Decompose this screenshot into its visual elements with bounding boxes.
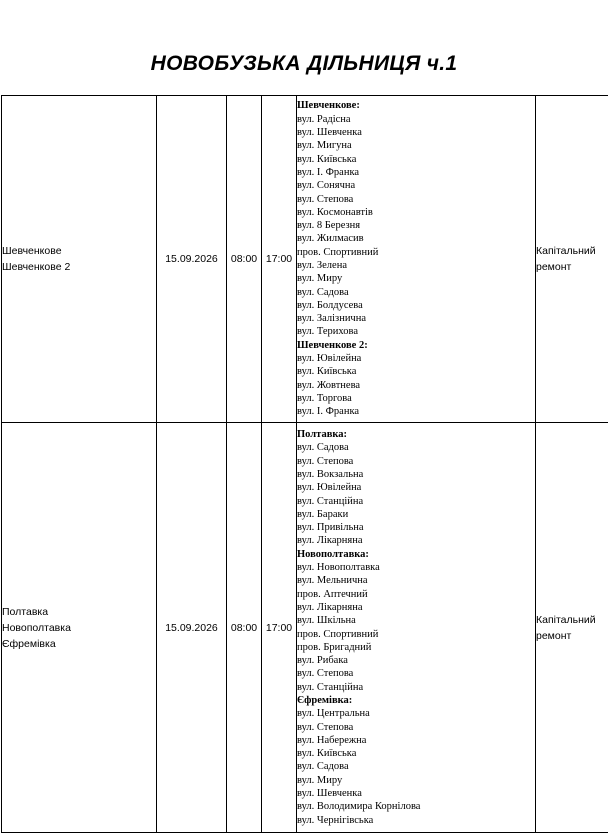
end-time-cell: 17:00 — [262, 423, 297, 833]
street-item: вул. Київська — [297, 747, 535, 760]
date-cell: 15.09.2026 — [157, 96, 227, 423]
street-item: вул. Станційна — [297, 495, 535, 508]
locality-name: Полтавка — [2, 604, 156, 620]
work-type-text: ремонт — [536, 628, 608, 644]
street-item: вул. Вокзальна — [297, 468, 535, 481]
end-time-cell: 17:00 — [262, 96, 297, 423]
street-item: вул. Мигуна — [297, 139, 535, 152]
work-type-text: ремонт — [536, 259, 608, 275]
street-item: вул. Шевченка — [297, 787, 535, 800]
locality-name: Шевченкове — [2, 243, 156, 259]
table-row — [2, 423, 608, 833]
street-item: вул. Космонавтів — [297, 206, 535, 219]
street-item: вул. І. Франка — [297, 405, 535, 418]
street-item: вул. Київська — [297, 365, 535, 378]
locality-name: Новополтавка — [2, 620, 156, 636]
work-type-text: Капітальний — [536, 612, 608, 628]
street-item: вул. Степова — [297, 721, 535, 734]
street-item: вул. Жилмасив — [297, 232, 535, 245]
street-item: вул. Мельнична — [297, 574, 535, 587]
street-item: вул. Зелена — [297, 259, 535, 272]
streets-cell — [297, 423, 536, 833]
street-item: вул. Київська — [297, 153, 535, 166]
street-item: вул. Центральна — [297, 707, 535, 720]
street-item: пров. Бригадний — [297, 641, 535, 654]
street-item: вул. Миру — [297, 774, 535, 787]
street-item: вул. Болдусева — [297, 299, 535, 312]
streets-cell — [297, 96, 536, 423]
street-item: вул. Садова — [297, 286, 535, 299]
street-item: вул. Садова — [297, 441, 535, 454]
outage-schedule-table — [1, 95, 608, 833]
page-title: НОВОБУЗЬКА ДІЛЬНИЦЯ ч.1 — [0, 52, 608, 76]
settlement-heading: Шевченкове 2: — [297, 339, 535, 352]
street-item: пров. Спортивний — [297, 628, 535, 641]
street-item: вул. Лікарняна — [297, 601, 535, 614]
street-item: вул. Станційна — [297, 681, 535, 694]
street-item: вул. Ювілейна — [297, 352, 535, 365]
street-item: вул. Шкільна — [297, 614, 535, 627]
street-item: вул. Миру — [297, 272, 535, 285]
locality-cell — [2, 423, 157, 833]
street-item: вул. І. Франка — [297, 166, 535, 179]
street-item: вул. Шевченка — [297, 126, 535, 139]
settlement-heading: Єфремівка: — [297, 694, 535, 707]
street-item: вул. Бараки — [297, 508, 535, 521]
start-time-cell: 08:00 — [227, 96, 262, 423]
street-item: вул. Степова — [297, 455, 535, 468]
street-item: вул. Чернігівська — [297, 814, 535, 827]
street-item: вул. Ювілейна — [297, 481, 535, 494]
street-item: вул. Степова — [297, 193, 535, 206]
street-item: вул. Новополтавка — [297, 561, 535, 574]
street-item: вул. 8 Березня — [297, 219, 535, 232]
settlement-heading: Полтавка: — [297, 428, 535, 441]
street-item: вул. Привільна — [297, 521, 535, 534]
locality-cell — [2, 96, 157, 423]
street-item: вул. Торгова — [297, 392, 535, 405]
street-item: вул. Володимира Корнілова — [297, 800, 535, 813]
street-item: вул. Рибака — [297, 654, 535, 667]
street-item: пров. Аптечний — [297, 588, 535, 601]
work-type-cell — [536, 96, 608, 423]
work-type-text: Капітальний — [536, 243, 608, 259]
street-item: вул. Степова — [297, 667, 535, 680]
street-item: вул. Терихова — [297, 325, 535, 338]
street-item: вул. Садова — [297, 760, 535, 773]
settlement-heading: Шевченкове: — [297, 99, 535, 112]
locality-name: Шевченкове 2 — [2, 259, 156, 275]
date-cell: 15.09.2026 — [157, 423, 227, 833]
start-time-cell: 08:00 — [227, 423, 262, 833]
locality-name: Єфремівка — [2, 636, 156, 652]
settlement-heading: Новополтавка: — [297, 548, 535, 561]
street-item: вул. Жовтнева — [297, 379, 535, 392]
street-item: пров. Спортивний — [297, 246, 535, 259]
street-item: вул. Лікарняна — [297, 534, 535, 547]
street-item: вул. Сонячна — [297, 179, 535, 192]
work-type-cell — [536, 423, 608, 833]
street-item: вул. Залізнична — [297, 312, 535, 325]
street-item: вул. Набережна — [297, 734, 535, 747]
street-item: вул. Радісна — [297, 113, 535, 126]
table-row — [2, 96, 608, 423]
